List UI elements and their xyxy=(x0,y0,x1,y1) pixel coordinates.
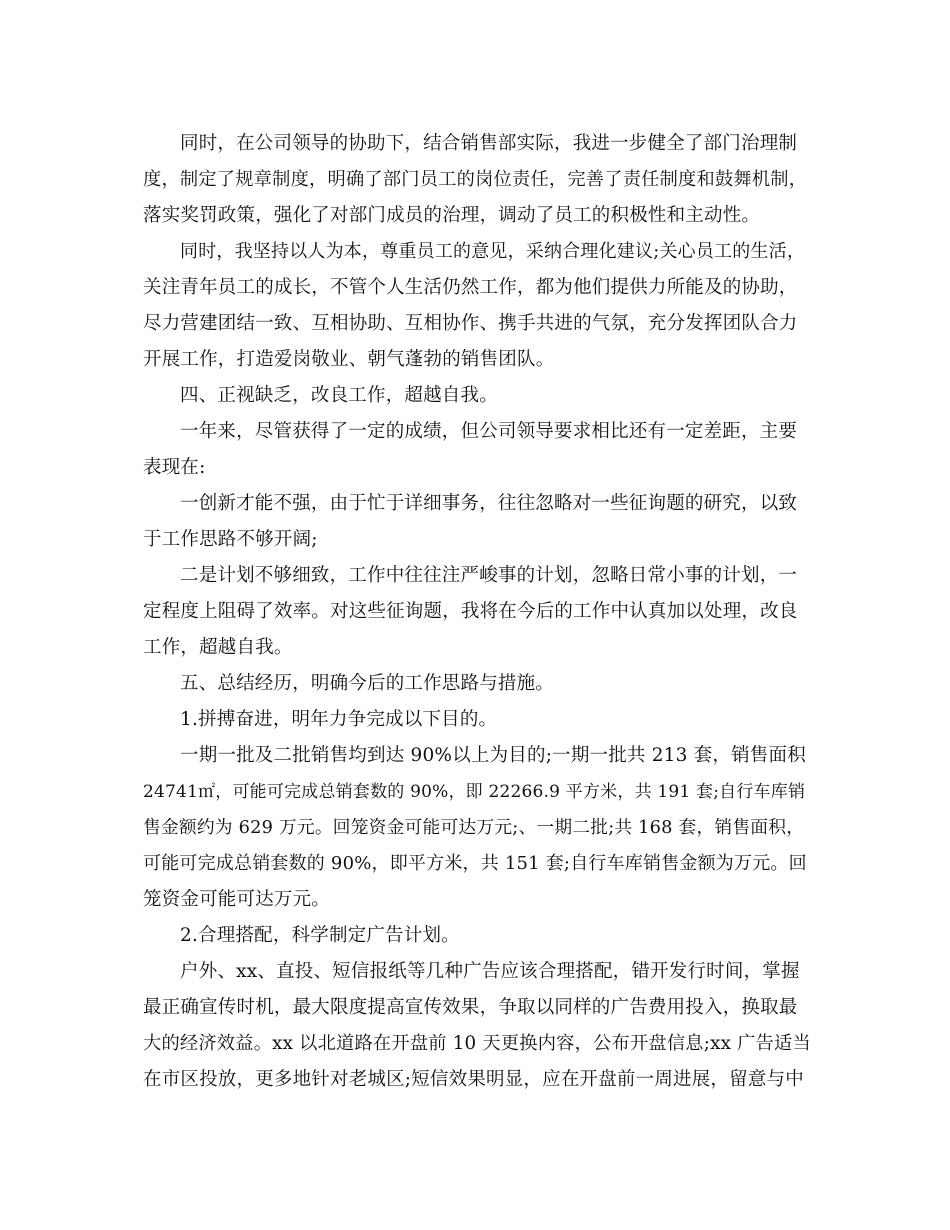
text-line: 关注青年员工的成长，不管个人生活仍然工作，都为他们提供力所能及的协助， xyxy=(143,277,798,298)
text-line: 表现在: xyxy=(143,457,206,478)
sub-heading: 2.合理搭配，科学制定广告计划。 xyxy=(180,925,460,946)
text-line: 尽力营建团结一致、互相协助、互相协作、携手共进的气氛，充分发挥团队合力 xyxy=(143,313,798,334)
section-heading: 五、总结经历，明确今后的工作思路与措施。 xyxy=(180,673,555,694)
text-line: 落实奖罚政策，强化了对部门成员的治理，调动了员工的积极性和主动性。 xyxy=(143,205,761,226)
text-line: 度，制定了规章制度，明确了部门员工的岗位责任，完善了责任制度和鼓舞机制， xyxy=(143,169,808,190)
text-line: 24741㎡，可能可完成总销套数的 90%，即 22266.9 平方米，共 191 套;自行车库销 xyxy=(143,782,806,802)
text-line: 在市区投放，更多地针对老城区;短信效果明显，应在开盘前一周进展，留意与中 xyxy=(143,1069,804,1090)
text-line: 一年来，尽管获得了一定的成绩，但公司领导要求相比还有一定差距，主要 xyxy=(180,421,798,442)
text-line: 售金额约为 629 万元。回笼资金可能可达万元;、一期二批;共 168 套，销售面积， xyxy=(143,818,805,838)
text-line: 开展工作，打造爱岗敬业、朝气蓬勃的销售团队。 xyxy=(143,349,555,370)
text-line: 于工作思路不够开阔; xyxy=(143,529,318,550)
text-line: 可能可完成总销套数的 90%，即平方米，共 151 套;自行车库销售金额为万元。回 xyxy=(143,853,807,874)
section-heading: 四、正视缺乏，改良工作，超越自我。 xyxy=(180,385,498,406)
text-line: 同时，我坚持以人为本，尊重员工的意见，采纳合理化建议;关心员工的生活， xyxy=(180,241,806,262)
text-line: 一期一批及二批销售均到达 90%以上为目的;一期一批共 213 套，销售面积 xyxy=(180,745,806,766)
text-line: 同时，在公司领导的协助下，结合销售部实际，我进一步健全了部门治理制 xyxy=(180,133,798,154)
text-line: 工作，超越自我。 xyxy=(143,637,293,658)
text-line: 定程度上阻碍了效率。对这些征询题，我将在今后的工作中认真加以处理，改良 xyxy=(143,601,798,622)
text-line: 最正确宣传时机，最大限度提高宣传效果，争取以同样的广告费用投入，换取最 xyxy=(143,997,798,1018)
text-line: 笼资金可能可达万元。 xyxy=(143,889,331,910)
text-line: 二是计划不够细致，工作中往往注严峻事的计划，忽略日常小事的计划，一 xyxy=(180,565,798,586)
sub-heading: 1.拼搏奋进，明年力争完成以下目的。 xyxy=(180,709,498,730)
text-line: 一创新才能不强，由于忙于详细事务，往往忽略对一些征询题的研究，以致 xyxy=(180,493,798,514)
text-line: 户外、xx、直投、短信报纸等几种广告应该合理搭配，错开发行时间，掌握 xyxy=(180,961,800,982)
text-line: 大的经济效益。xx 以北道路在开盘前 10 天更换内容，公布开盘信息;xx 广告适当 xyxy=(143,1033,811,1054)
